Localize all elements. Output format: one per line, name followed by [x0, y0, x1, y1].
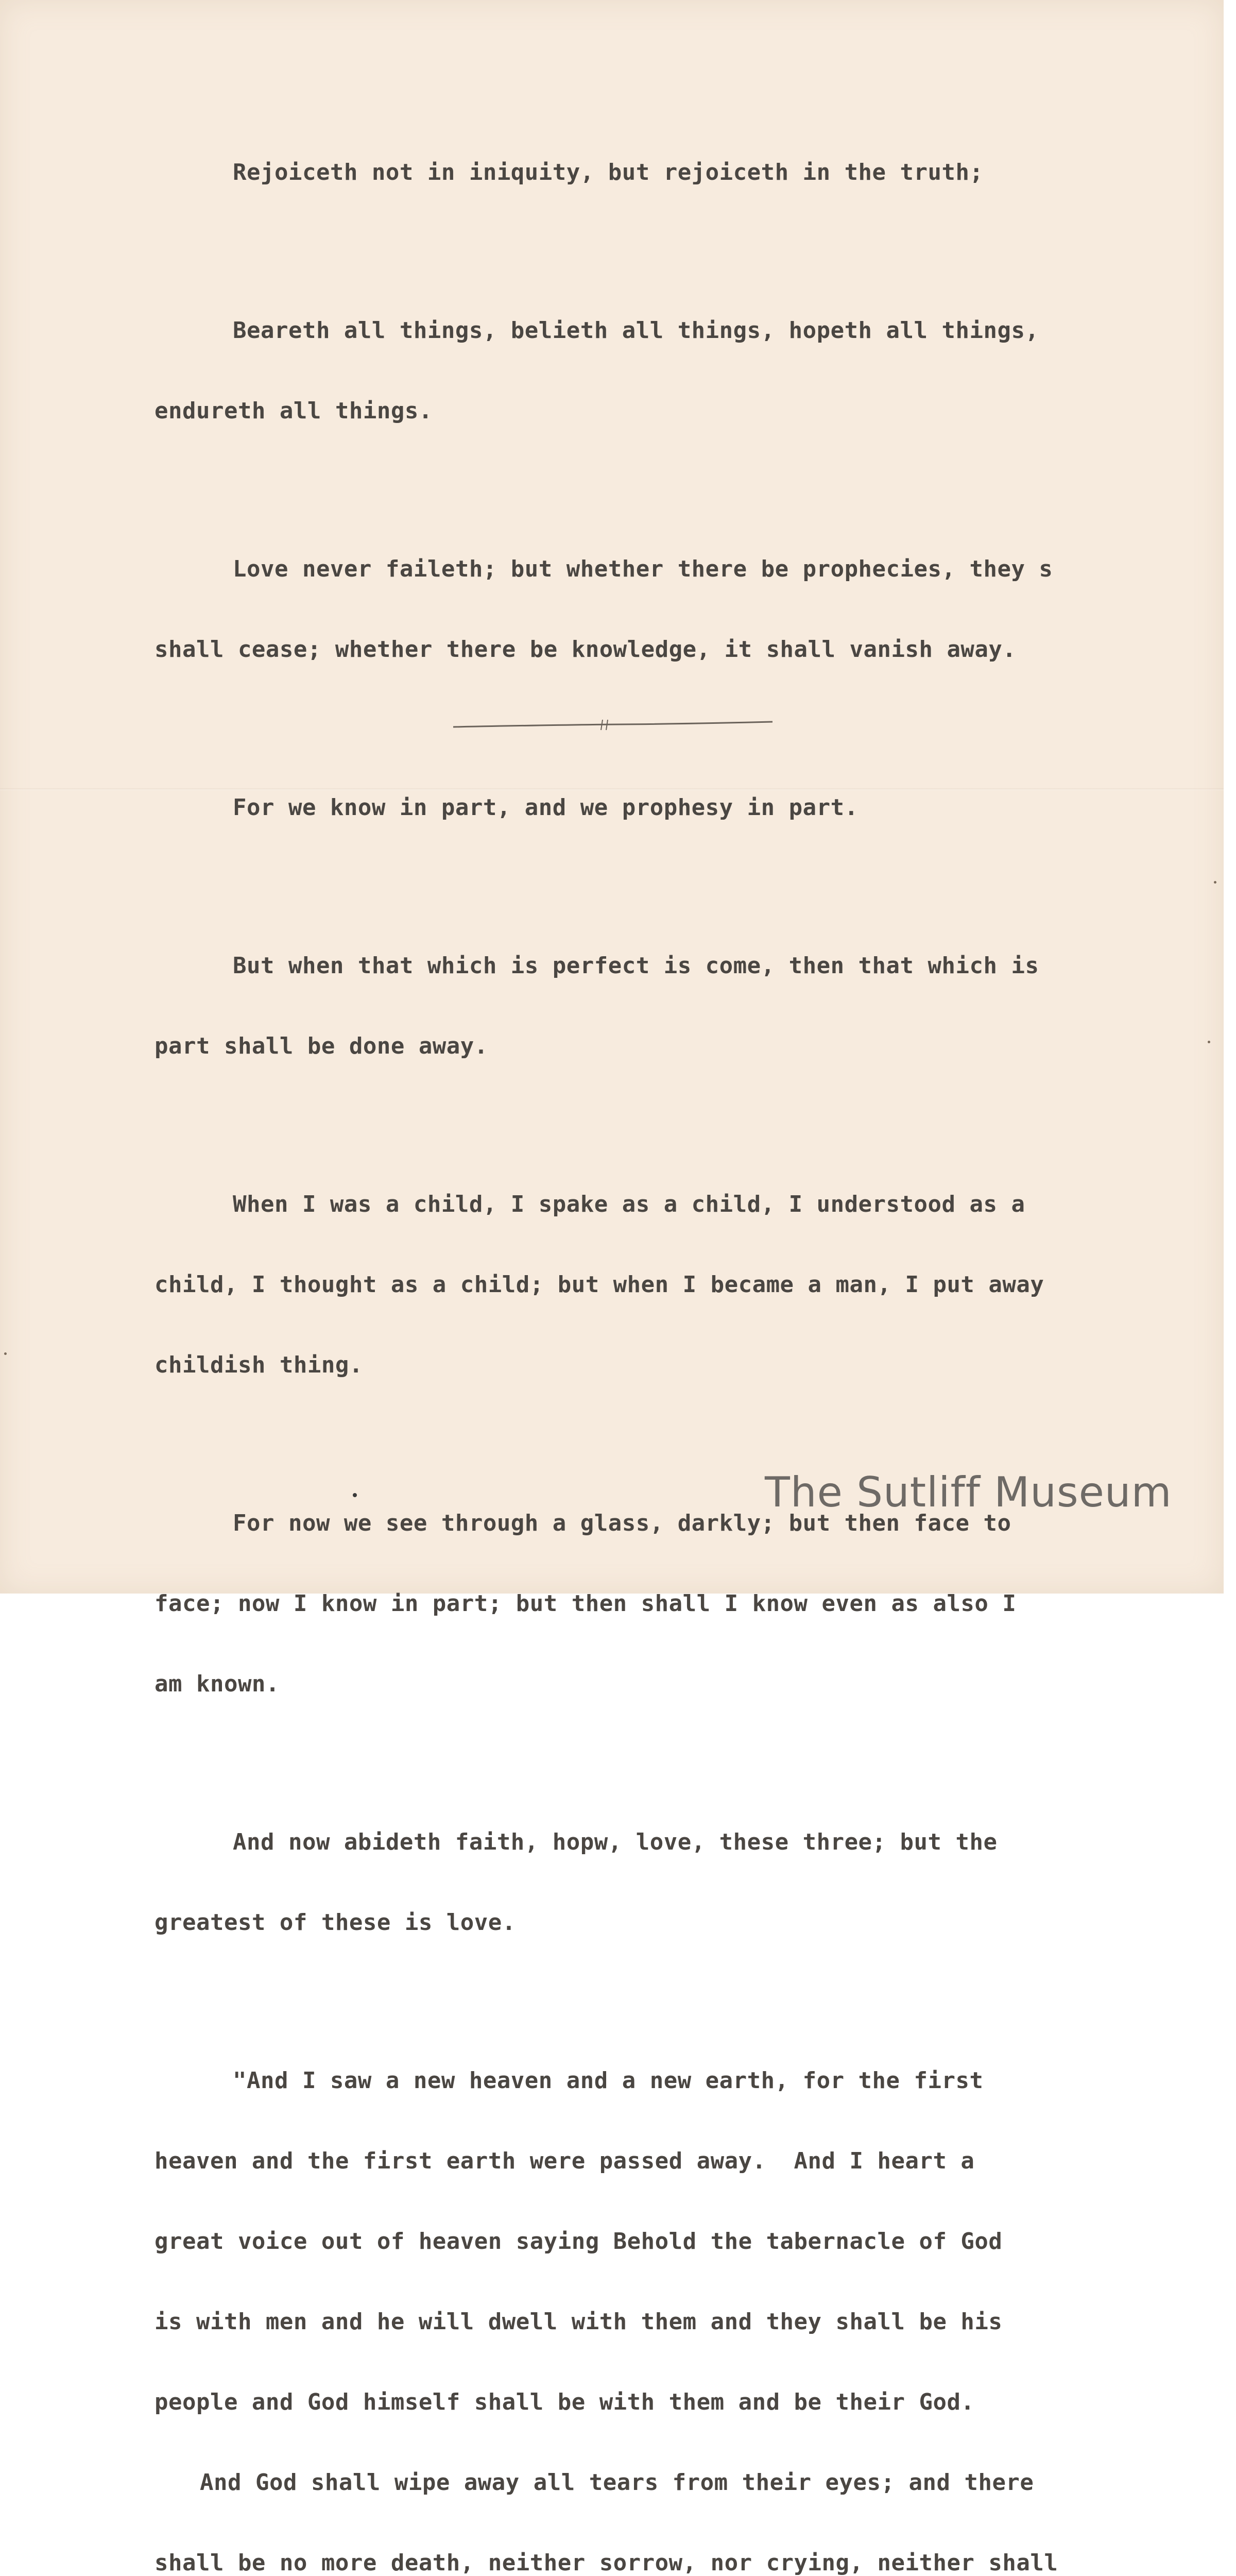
quoted-paragraph [154, 2014, 1164, 2576]
text-line: "And I saw a new heaven and a new earth, for the first [233, 2067, 984, 2094]
text-line: For we know in part, and we prophesy in part. [233, 794, 859, 821]
text-line: people and God himself shall be with them and be their God. [154, 2389, 975, 2415]
text-line: shall cease; whether there be knowledge, it shall vanish away. [154, 636, 1017, 663]
text-line: heaven and the first earth were passed away. And I heart a [154, 2148, 975, 2174]
paragraph [154, 106, 1164, 240]
text-line: When I was a child, I spake as a child, I understood as a [233, 1191, 1025, 1217]
text-line: am known. [154, 1671, 280, 1697]
text-line: Love never faileth; but whether there be prophecies, they s [233, 556, 1053, 582]
text-line: childish thing. [154, 1352, 363, 1378]
text-line: part shall be done away. [154, 1033, 488, 1059]
text-line: Rejoiceth not in iniquity, but rejoiceth in the truth; [233, 159, 984, 185]
text-line: And God shall wipe away all tears from their eyes; and there [200, 2469, 1034, 2496]
typed-text-body [154, 106, 1164, 2576]
handwritten-separator-mark [451, 718, 775, 733]
text-line: But when that which is perfect is come, then that which is [233, 953, 1039, 979]
text-line: is with men and he will dwell with them and they shall be his [154, 2309, 1003, 2335]
text-line: shall be no more death, neither sorrow, nor crying, neither shall [154, 2550, 1058, 2576]
ink-dot [353, 1493, 357, 1497]
paragraph [154, 1138, 1164, 1432]
paragraph [154, 741, 1164, 875]
text-line: Beareth all things, belieth all things, hopeth all things, [233, 317, 1039, 344]
text-line: greatest of these is love. [154, 1909, 516, 1936]
text-line: child, I thought as a child; but when I became a man, I put away [154, 1272, 1044, 1298]
text-line: face; now I know in part; but then shall I know even as also I [154, 1590, 1017, 1617]
paragraph [154, 264, 1164, 478]
paper-speck [4, 1352, 7, 1355]
paper-speck [1214, 881, 1216, 884]
paragraph [154, 502, 1164, 717]
museum-watermark: The Sutliff Museum [765, 1468, 1172, 1516]
paper-speck [1208, 1041, 1210, 1043]
text-line: great voice out of heaven saying Behold the tabernacle of God [154, 2228, 1003, 2255]
text-line: And now abideth faith, hopw, love, these three; but the [233, 1829, 998, 1855]
paragraph [154, 1775, 1164, 1990]
text-line: For now we see through a glass, darkly; but then face to [233, 1510, 1011, 1536]
paragraph [154, 899, 1164, 1113]
text-line: endureth all things. [154, 398, 433, 424]
